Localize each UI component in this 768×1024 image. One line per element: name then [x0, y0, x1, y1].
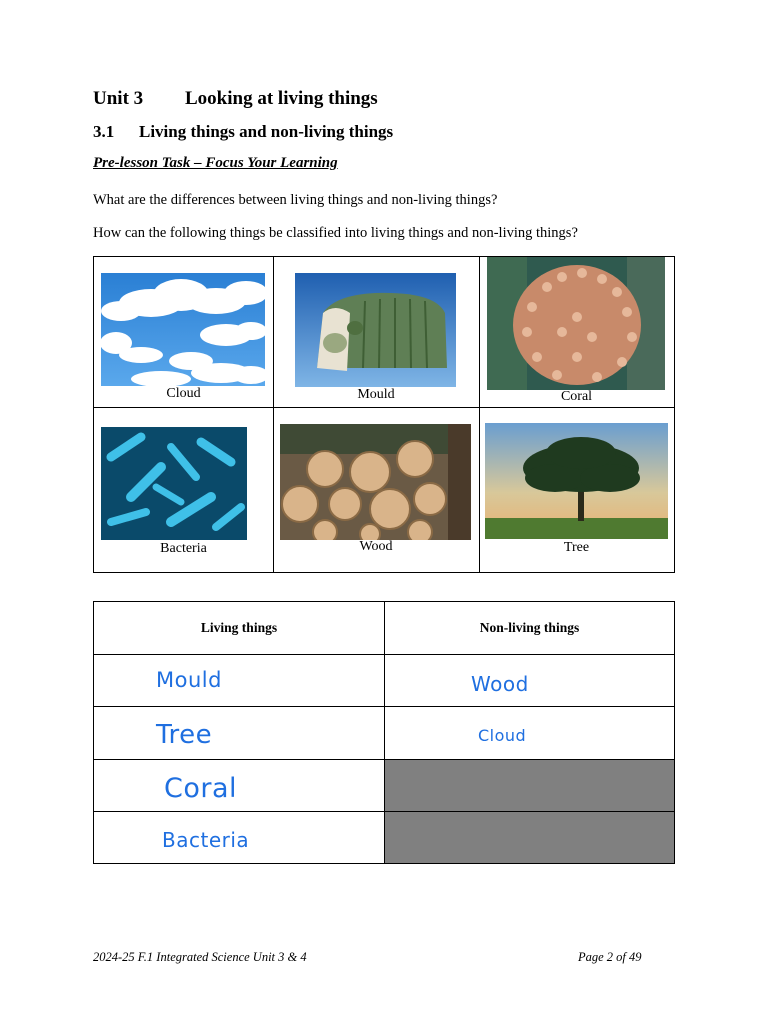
- section-heading: [93, 122, 393, 142]
- section-title: Living things and non-living things: [139, 122, 394, 141]
- wood-logs-photo-icon: [280, 424, 471, 540]
- handwritten-living-1: Mould: [156, 668, 222, 692]
- mouldy-bread-photo-icon: [295, 273, 456, 387]
- unit-title: Looking at living things: [185, 88, 378, 109]
- footer-left: 2024-25 F.1 Integrated Science Unit 3 & 4: [93, 950, 307, 964]
- handwritten-living-2: Tree: [156, 720, 213, 750]
- shaded-cell: [385, 760, 674, 811]
- tree-photo-icon: [485, 423, 668, 539]
- header-non-living-things: Non-living things: [479, 620, 580, 635]
- classification-table: [93, 601, 675, 864]
- picture-caption-coral: Coral: [560, 389, 593, 404]
- handwritten-living-4: Bacteria: [162, 828, 250, 852]
- cloud-photo-icon: [101, 273, 265, 386]
- shaded-cell: [385, 812, 674, 863]
- handwritten-living-3: Coral: [164, 773, 238, 804]
- picture-grid: [93, 256, 675, 573]
- unit-heading: [93, 88, 378, 110]
- task-heading: Pre-lesson Task – Focus Your Learning: [93, 155, 338, 171]
- header-living-things: Living things: [200, 620, 278, 635]
- unit-number: Unit 3: [93, 88, 144, 109]
- footer-page-number: Page 2 of 49: [578, 950, 642, 964]
- question-2: How can the following things be classified into living things and non-living things?: [93, 225, 578, 241]
- bacteria-photo-icon: [101, 427, 247, 540]
- picture-caption-bacteria: Bacteria: [160, 541, 207, 556]
- picture-caption-wood: Wood: [359, 539, 393, 554]
- coral-photo-icon: [487, 257, 665, 390]
- question-1: What are the differences between living things and non-living things?: [93, 192, 498, 208]
- picture-caption-mould: Mould: [357, 387, 395, 402]
- picture-caption-tree: Tree: [563, 540, 590, 555]
- picture-caption-cloud: Cloud: [166, 386, 201, 401]
- handwritten-nonliving-2: Cloud: [478, 726, 527, 745]
- handwritten-nonliving-1: Wood: [471, 672, 529, 696]
- section-number: 3.1: [93, 122, 115, 141]
